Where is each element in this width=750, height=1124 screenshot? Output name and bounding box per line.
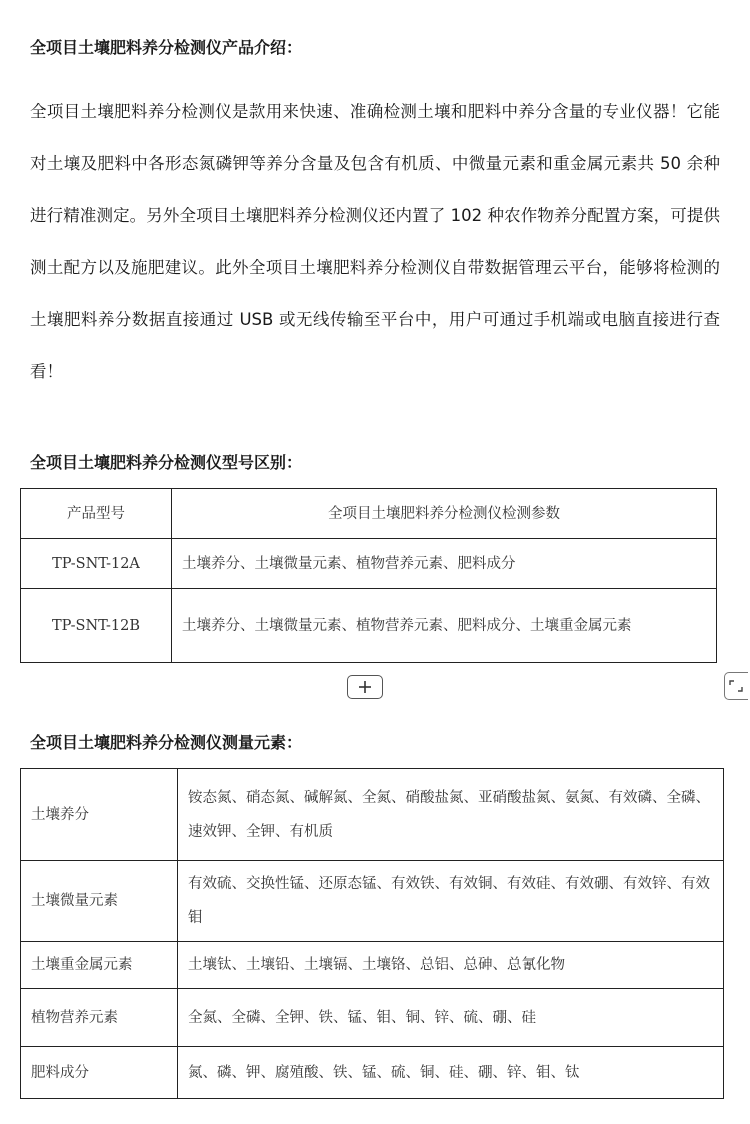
category-cell: 土壤养分 <box>21 769 178 861</box>
measurement-elements-table <box>20 768 724 1099</box>
table-header-row <box>21 489 717 539</box>
items-cell: 氮、磷、钾、腐殖酸、铁、锰、硫、铜、硅、硼、锌、钼、钛 <box>178 1047 724 1099</box>
intro-paragraph: 全项目土壤肥料养分检测仪是款用来快速、准确检测土壤和肥料中养分含量的专业仪器！它能对土壤及肥料中各形态氮磷钾等养分含量及包含有机质、中微量元素和重金属元素共 50 余种进行精准测定。另外全项目土壤肥料养分检测仪还内置了 102 种农作物养分配置方案，可提供测土配方以及施肥建议。此外全项目土壤肥料养分检测仪自带数据管理云平台，能够将检测的土壤肥料养分数据直接通过 USB 或无线传输至平台中，用户可通过手机端或电脑直接进行查看！ <box>30 102 720 381</box>
table-row <box>21 942 724 989</box>
items-cell: 铵态氮、硝态氮、碱解氮、全氮、硝酸盐氮、亚硝酸盐氮、氨氮、有效磷、全磷、速效钾、全钾、有机质 <box>178 769 724 861</box>
category-cell: 土壤重金属元素 <box>21 942 178 989</box>
expand-corner-icon <box>725 673 747 699</box>
table-row <box>21 989 724 1047</box>
items-cell: 有效硫、交换性锰、还原态锰、有效铁、有效铜、有效硅、有效硼、有效锌、有效钼 <box>178 861 724 942</box>
items-cell: 全氮、全磷、全钾、铁、锰、钼、铜、锌、硫、硼、硅 <box>178 989 724 1047</box>
plus-icon <box>358 680 372 694</box>
table-row <box>21 861 724 942</box>
category-cell: 土壤微量元素 <box>21 861 178 942</box>
column-header-params: 全项目土壤肥料养分检测仪检测参数 <box>172 489 717 539</box>
table-row <box>21 539 717 589</box>
model-cell: TP-SNT-12B <box>21 589 172 663</box>
params-cell: 土壤养分、土壤微量元素、植物营养元素、肥料成分 <box>172 539 717 589</box>
column-header-model: 产品型号 <box>21 489 172 539</box>
elements-heading: 全项目土壤肥料养分检测仪测量元素： <box>30 733 303 752</box>
model-cell: TP-SNT-12A <box>21 539 172 589</box>
table-row <box>21 589 717 663</box>
category-cell: 植物营养元素 <box>21 989 178 1047</box>
intro-heading: 全项目土壤肥料养分检测仪产品介绍： <box>30 38 303 57</box>
table-row <box>21 1047 724 1099</box>
category-cell: 肥料成分 <box>21 1047 178 1099</box>
table-row <box>21 769 724 861</box>
items-cell: 土壤钛、土壤铅、土壤镉、土壤铬、总铝、总砷、总氰化物 <box>178 942 724 989</box>
model-comparison-table <box>20 488 717 663</box>
expand-table-button[interactable] <box>724 672 748 700</box>
add-row-button[interactable] <box>347 675 383 699</box>
models-heading: 全项目土壤肥料养分检测仪型号区别： <box>30 453 303 472</box>
params-cell: 土壤养分、土壤微量元素、植物营养元素、肥料成分、土壤重金属元素 <box>172 589 717 663</box>
